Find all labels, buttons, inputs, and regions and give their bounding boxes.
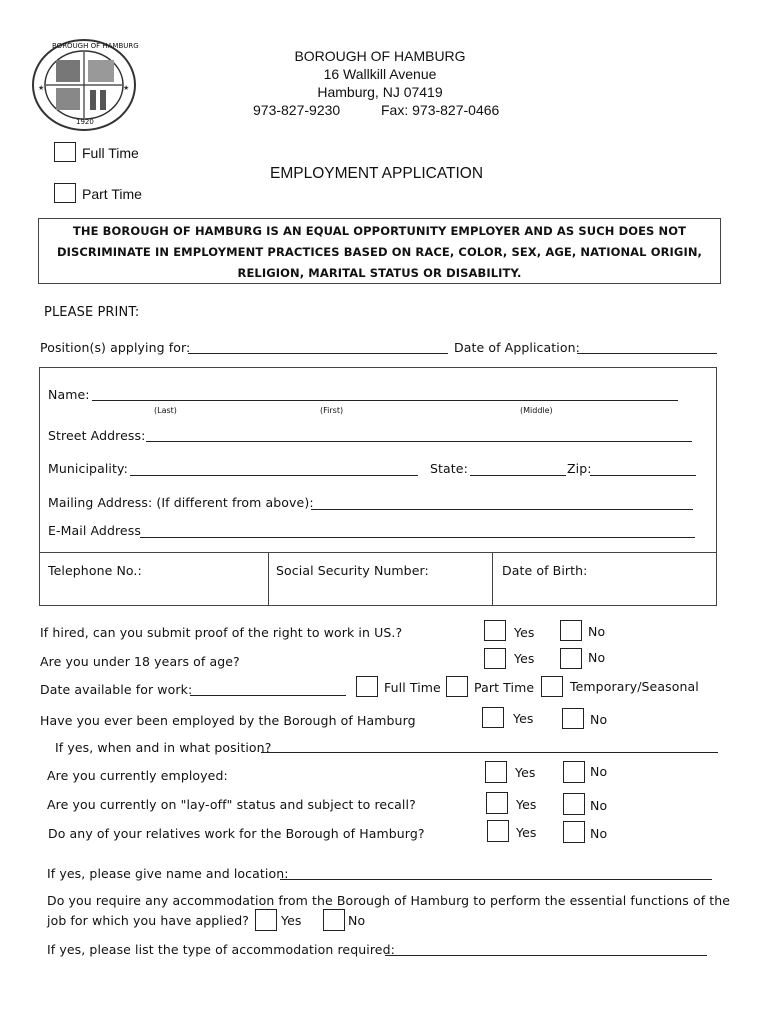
mailing-address-label: Mailing Address: (If different from above): — [48, 495, 314, 510]
position-input[interactable] — [188, 353, 448, 354]
borough-seal — [30, 38, 138, 132]
telephone-label: Telephone No.: — [48, 563, 142, 578]
dob-label: Date of Birth: — [502, 563, 588, 578]
work-proof-no-checkbox[interactable] — [560, 620, 582, 641]
q-relatives-name: If yes, please give name and location: — [47, 866, 289, 881]
employed-before-yes-label: Yes — [513, 711, 534, 726]
q-under-18: Are you under 18 years of age? — [40, 654, 240, 669]
layoff-no-label: No — [590, 798, 608, 813]
header-city: Hamburg, NJ 07419 — [317, 84, 443, 100]
header-fax: Fax: 973-827-0466 — [381, 102, 500, 118]
available-full-time-checkbox[interactable] — [356, 676, 378, 697]
q-accommodation-line-2: job for which you have applied? — [47, 913, 249, 928]
notice-line-2: DISCRIMINATE IN EMPLOYMENT PRACTICES BASED ON RACE, COLOR, SEX, AGE, NATIONAL ORIGIN, — [56, 245, 703, 259]
available-temporary-label: Temporary/Seasonal — [570, 679, 699, 694]
state-label: State: — [430, 461, 468, 476]
q-when-position: If yes, when and in what position? — [55, 740, 272, 755]
under-18-yes-checkbox[interactable] — [484, 648, 506, 669]
currently-employed-yes-checkbox[interactable] — [485, 761, 507, 783]
accommodation-yes-checkbox[interactable] — [255, 909, 277, 931]
under-18-yes-label: Yes — [514, 651, 535, 666]
available-full-time-label: Full Time — [384, 680, 441, 695]
q-accommodation-line-1: Do you require any accommodation from the Borough of Hamburg to perform the essential functions of the — [47, 893, 731, 908]
currently-employed-yes-label: Yes — [515, 765, 536, 780]
header-phone: 973-827-9230 — [253, 102, 341, 118]
accommodation-type-input[interactable] — [385, 955, 707, 956]
q-accommodation-type: If yes, please list the type of accommodation required: — [47, 942, 395, 957]
q-currently-employed: Are you currently employed: — [47, 768, 228, 783]
zip-label: Zip: — [567, 461, 592, 476]
accommodation-no-label: No — [348, 913, 366, 928]
notice-line-3: RELIGION, MARITAL STATUS OR DISABILITY. — [237, 266, 522, 280]
layoff-yes-checkbox[interactable] — [486, 792, 508, 814]
layoff-no-checkbox[interactable] — [563, 793, 585, 815]
relatives-yes-checkbox[interactable] — [487, 820, 509, 842]
ssn-dob-divider — [492, 552, 493, 606]
ssn-label: Social Security Number: — [276, 563, 429, 578]
relatives-name-input[interactable] — [280, 879, 712, 880]
q-employed-before: Have you ever been employed by the Borough of Hamburg — [40, 713, 416, 728]
layoff-yes-label: Yes — [516, 797, 537, 812]
available-temporary-checkbox[interactable] — [541, 676, 563, 697]
full-time-label: Full Time — [82, 145, 139, 161]
work-proof-yes-checkbox[interactable] — [484, 620, 506, 641]
date-application-label: Date of Application: — [454, 340, 580, 355]
header-org: BOROUGH OF HAMBURG — [294, 48, 466, 64]
work-proof-yes-label: Yes — [514, 625, 535, 640]
name-last-caption: (Last) — [154, 406, 177, 415]
date-available-input[interactable] — [190, 695, 346, 696]
employed-before-yes-checkbox[interactable] — [482, 707, 504, 728]
name-middle-caption: (Middle) — [520, 406, 553, 415]
employed-before-no-checkbox[interactable] — [562, 708, 584, 729]
q-layoff: Are you currently on "lay-off" status and subject to recall? — [47, 797, 416, 812]
svg-text:★: ★ — [38, 84, 45, 92]
full-time-checkbox[interactable] — [54, 142, 76, 162]
street-address-input[interactable] — [146, 441, 692, 442]
currently-employed-no-checkbox[interactable] — [563, 761, 585, 783]
relatives-no-label: No — [590, 826, 608, 841]
position-label: Position(s) applying for: — [40, 340, 191, 355]
name-input[interactable] — [92, 400, 678, 401]
eeo-notice-box — [38, 218, 721, 284]
relatives-no-checkbox[interactable] — [563, 821, 585, 843]
email-label: E-Mail Address — [48, 523, 141, 538]
available-part-time-label: Part Time — [474, 680, 535, 695]
notice-line-1: THE BOROUGH OF HAMBURG IS AN EQUAL OPPORTUNITY EMPLOYER AND AS SUCH DOES NOT — [72, 224, 687, 238]
personal-info-divider — [39, 552, 717, 553]
accommodation-no-checkbox[interactable] — [323, 909, 345, 931]
svg-text:★: ★ — [123, 84, 130, 92]
municipality-label: Municipality: — [48, 461, 128, 476]
part-time-label: Part Time — [82, 186, 142, 202]
work-proof-no-label: No — [588, 624, 606, 639]
state-input[interactable] — [470, 475, 566, 476]
q-date-available: Date available for work: — [40, 682, 193, 697]
municipality-input[interactable] — [130, 475, 418, 476]
under-18-no-checkbox[interactable] — [560, 648, 582, 669]
email-input[interactable] — [140, 537, 695, 538]
available-part-time-checkbox[interactable] — [446, 676, 468, 697]
when-position-input[interactable] — [261, 752, 718, 753]
q-relatives: Do any of your relatives work for the Borough of Hamburg? — [48, 826, 425, 841]
street-address-label: Street Address: — [48, 428, 146, 443]
name-label: Name: — [48, 387, 90, 402]
date-application-input[interactable] — [577, 353, 717, 354]
employed-before-no-label: No — [590, 712, 608, 727]
under-18-no-label: No — [588, 650, 606, 665]
part-time-checkbox[interactable] — [54, 183, 76, 203]
seal-text: BOROUGH OF HAMBURG — [52, 42, 139, 50]
seal-year: 1920 — [76, 118, 94, 126]
name-first-caption: (First) — [320, 406, 344, 415]
mailing-address-input[interactable] — [311, 509, 693, 510]
accommodation-yes-label: Yes — [281, 913, 302, 928]
header-street: 16 Wallkill Avenue — [323, 66, 437, 82]
telephone-ssn-divider — [268, 552, 269, 606]
page-title: EMPLOYMENT APPLICATION — [270, 165, 484, 182]
q-work-proof: If hired, can you submit proof of the right to work in US.? — [40, 625, 403, 640]
please-print: PLEASE PRINT: — [44, 305, 140, 320]
zip-input[interactable] — [590, 475, 696, 476]
currently-employed-no-label: No — [590, 764, 608, 779]
relatives-yes-label: Yes — [516, 825, 537, 840]
